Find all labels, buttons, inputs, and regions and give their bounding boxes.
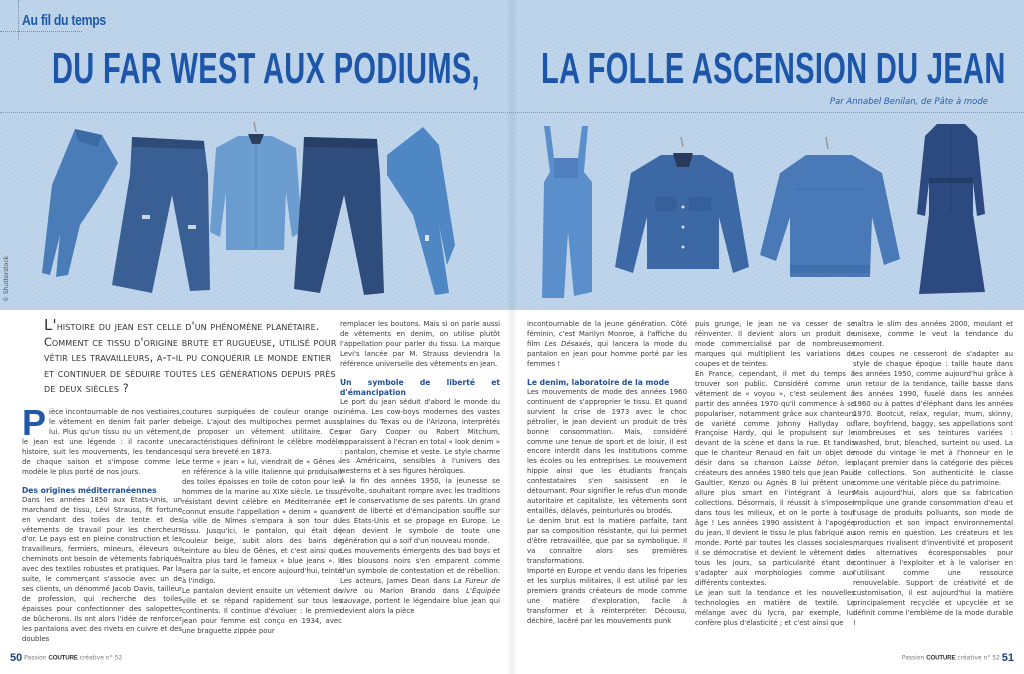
article-column-2 [182,408,342,637]
jeans-icon [112,135,212,293]
label-rule-vertical [18,0,19,40]
magazine-issue: créative n° 52 [79,654,123,662]
paragraph [695,370,855,589]
text-run: , portent le légendaire blue jean qui devient alors la pièce [340,596,500,615]
garment-distressed-straight-jeans [112,135,212,293]
garment-denim-jacket-front [615,137,750,277]
paragraph [22,402,182,478]
subheading-origins: Des origines méditerranéennes [22,485,157,495]
song-title: Laisse béton [789,459,838,468]
drop-cap: P [22,402,47,443]
paragraph: Le port du jean séduit d'abord le monde du cinéma. Les cow-boys modernes des vastes plaines du Texas ou de l'Arizona, interprétés par Gary Cooper ou Robert Mitchum, apparaissent à l'écran en total « look denim » : pantalon, chemise et veste. Le style charme les Américains, sensibles à l'univers des westerns et à ses figures héroïques. [340,397,500,476]
paragraph: remplacer les boutons. Mais si on parle aussi de vêtements en denim, on utilise plutôt l'appellation pour parler du tissu. La marque Levi's lancée par M. Strauss deviendra la référence universelle des vêtements en jean. [340,320,500,368]
magazine-issue: créative n° 52 [957,654,1000,662]
intro-standfirst: L'histoire du jean est celle d'un phénomène planétaire. Comment ce tissu d'origine brute et rugueuse, utilisé pour vêtir les travailleurs, a-t-il pu conquérir le monde entier et continuer de séduire toutes les générations depuis près de deux siècles ? [44,316,337,395]
article-column-3 [340,320,500,617]
label-rule-horizontal [0,31,82,32]
paragraph: Le terme « jean » lui, viendrait de « Gênes » en référence à la ville italienne qui produisait des toiles épaisses en toile de coton pour les hommes de la marine au XIXe siècle. Le tissu résistant devint célèbre en Méditerranée et connut ensuite l'appellation « denim » quand la ville de Nîmes s'empara à son tour du tissu. Jusqu'ici, le pantalon, qui était de couleur beige, subit alors des bains de teinture au bleu de Gênes, et c'est ainsi que naîtra plus tard le fameux « blue jeans ». Il sera par la suite, et encore aujourd'hui, teinté à l'indigo. [182,457,342,586]
paragraph: Importé en Europe et vendu dans les friperies et les surplus militaires, il est utilisé par les premiers grands créateurs de mode comme une matière d'exploration, facile à transformer et à réinterpréter. Décousu, déchiré, lacéré par les mouvements punk [527,566,687,625]
film-title: Les Désaxés [544,339,591,348]
paragraph: Mais aujourd'hui, alors que sa fabrication implique une grande consommation d'eau et l'usage de produits polluants, son mode de production et son impact environnemental son remis en question. Les créateurs et les marques rivalisent d'inventivité et proposent des alternatives écoresponsables pour continuer à l'exploiter et à le valoriser en l'utilisant comme une ressource renouvelable. Support de créativité et de customisation, il est aujourd'hui la matière principalement recyclée et upcyclée et se définit comme l'emblème de la mode durable ! [853,489,1013,627]
text-run: ou Marlon Brando dans [357,586,467,595]
magazine-brand: COUTURE [926,654,956,662]
paragraph: naîtra le slim des années 2000, moulant et unisexe, comme le veut la tendance du moment. [853,320,1013,348]
footer-left [10,652,122,664]
photo-credit: © Shutterstock [3,255,10,302]
magazine-name-pre: Passion [901,654,925,662]
text-run: , qui lancera la mode du pantalon en jean pour homme porté par les femmes ! [527,339,688,368]
paragraph [340,547,500,617]
paragraph [527,320,687,370]
paragraph: Dans les années 1850 aux États-Unis, un marchand de tissu, Lévi Strauss, fit fortune en vendant des toiles de tente et des vêtements de travail pour les chercheurs d'or. Le pays est en pleine construction et les travailleurs, fermiers, mineurs, éleveurs ou cheminots ont besoin de vêtements fabriqués avec des textiles robustes et pratiques. Par la suite, le commerçant s'associe avec un de ses clients, un dénommé Jacob Davis, tailleur de profession, qui recherche des toiles épaisses pour confectionner des salopettes de bûcherons. Ils ont alors l'idée de renforcer les pantalons avec des rivets en cuivre et des doubles [22,495,182,644]
shirt-icon [210,122,302,257]
garment-denim-overalls [538,122,596,300]
article-column-5 [695,320,855,629]
magazine-brand: COUTURE [48,654,78,662]
jacket-icon [760,137,900,279]
garment-denim-shirt-dress [915,122,987,297]
paragraph-text: ièce incontournable de nos vestiaires, le vêtement en denim fait parler de lui. Plus qu'un tissu ou un vêtement, le jean est une légende : il raconte une histoire, suit les mouvements, les tendances de chaque saison et s'impose comme le modèle le plus porté de nos jours. [22,408,182,476]
text-run: incontournable de la jeune génération. Côté féminin, c'est Marilyn Monroe, à l'affiche du film [527,320,687,348]
jeans-icon [40,125,122,280]
dress-icon [915,122,987,297]
jacket-icon [615,137,750,277]
paragraph: puis grunge, le jean ne va cesser de se réinventer. Il devient alors un produit de mode commercialisé par de nombreuses marques qui multiplient les variations de coupes et de teintes. [695,320,855,368]
text-run: , les créateurs des années 1980 tels que Jean Paul Gaultier, Kenzo ou Agnès B lui prêtent une allure plus smart en l'intégrant à leurs collections. Désormais, il réussit à s'imposer dans tous les milieux, et on le porte à tout âge ! Les années 1990 assistent à l'apogée du jean. Il devient le tissu le plus fabriqué au monde. Porté par toutes les classes sociales, il se démocratise et devient le vêtement de tous les jours, sa particularité étant de s'adapter aux morphologies comme aux différents contextes. [695,459,855,587]
text-run: En France, cependant, il met du temps à trouver son public. Considéré comme un vêtement de « voyou », c'est seulement à partir des années 1970 qu'il commence à se populariser, notamment grâce aux chanteurs de variété comme Johnny Hallyday ou Françoise Hardy, qui le propulsent sur le devant de la scène et dans la rue. Et tandis que le chanteur Renaud en fait un objet de désir dans sa chanson [695,369,855,468]
paragraph: Le pantalon devient ensuite un vêtement de ville et se répand rapidement sur tous les continents. Il continue d'évoluer : le premier jean pour femme est conçu en 1934, avec une braguette zippée pour [182,587,342,635]
magazine-name-pre: Passion [24,654,47,662]
section-label: Au fil du temps [22,12,106,29]
headline-right: LA FOLLE ASCENSION DU JEAN [541,44,1006,93]
overalls-icon [538,122,596,300]
article-column-4 [527,320,687,627]
film-title: L'Équipée sauvage [340,586,500,605]
byline: Par Annabel Benilan, de Pâte à mode [829,97,988,107]
headline-left: DU FAR WEST AUX PODIUMS, [52,44,480,93]
jeans-icon [292,135,387,295]
paragraph: À la fin des années 1950, la jeunesse se révolte, souhaitant rompre avec les traditions et le conservatisme de ses parents. Un grand vent de liberté et d'émancipation souffle sur les États-Unis et se propage en Europe. Le jean devient le symbole de toute une génération qui a soif d'un nouveau monde. [340,477,500,546]
subheading-liberty: Un symbole de liberté et d'émancipation [340,377,500,397]
paragraph: Les mouvements de mode des années 1960 continuent de s'approprier le tissu. Et quand survient la crise de 1973 avec le choc pétrolier, le jean devient un produit de très bonne consommation. Mais, considéré comme une tenue de sport et de loisir, il est encore interdit dans les institutions comme les écoles ou les entreprises. Le mouvement hippie ainsi que les étudiants français contestataires s'en saisissent en le détournant. Pour signifier le refus d'un monde autoritaire et capitaliste, les vêtements sont entaillés, délavés, peinturlurés ou brodés. [527,387,687,516]
text-run: Les mouvements émergents des bad boys et des blousons noirs s'en emparent comme d'un symbole de contestation et de rébellion. Les acteurs, James Dean dans [340,547,500,585]
page-number: 50 [10,652,23,664]
garment-light-denim-shirt [210,122,302,257]
subheading-laboratory: Le denim, laboratoire de la mode [527,377,670,387]
paragraph: coutures surpiquées de couleur orange ou beige. L'ajout des multipoches permet aussi de proposer un vêtement utilitaire. Ces caractéristiques définiront le célèbre modèle qui sera breveté en 1873. [182,408,342,456]
page-number: 51 [1001,652,1014,664]
paragraph: Le denim brut est la matière parfaite, tant par sa composition résistante, qui lui permet d'être retravaillée, que par sa symbolique. Il va connaître alors ses premières transformations. [527,517,687,565]
article-column-6 [853,320,1013,629]
garment-dark-straight-jeans [292,135,387,295]
film-title: La Fureur de vivre [340,576,500,595]
page-gutter [506,0,518,674]
article-column-1 [22,402,182,645]
paragraph: Le jean suit la tendance et les nouvelles technologies en matière de textile. Le mélange avec du lycra, par exemple, lui confère plus d'élasticité ; et c'est ainsi que [695,588,855,627]
paragraph: Les coupes ne cesseront de s'adapter au style de chaque époque : taille haute dans les années 1950, comme aujourd'hui grâce à un retour de la tendance, taille basse dans les années 1990, fuselé dans les années 1960 ou à pattes d'éléphant dans les années 1970. Bootcut, relax, regular, mum, skinny, flare, boyfriend, baggy, ses appellations sont nombreuses et ses teintures variées : washed, brut, bleached, surteint ou used. La mode du vintage le met à l'honneur en le plaçant premier dans la catégorie des pièces de collections. Son authenticité le classe comme une véritable pièce du patrimoine. [853,349,1013,488]
footer-right [902,652,1014,664]
garment-denim-jacket-back [760,137,900,279]
garment-folded-skinny-jeans [40,125,122,280]
jeans-icon [383,125,458,295]
garment-ripped-skinny-jeans [383,125,458,295]
